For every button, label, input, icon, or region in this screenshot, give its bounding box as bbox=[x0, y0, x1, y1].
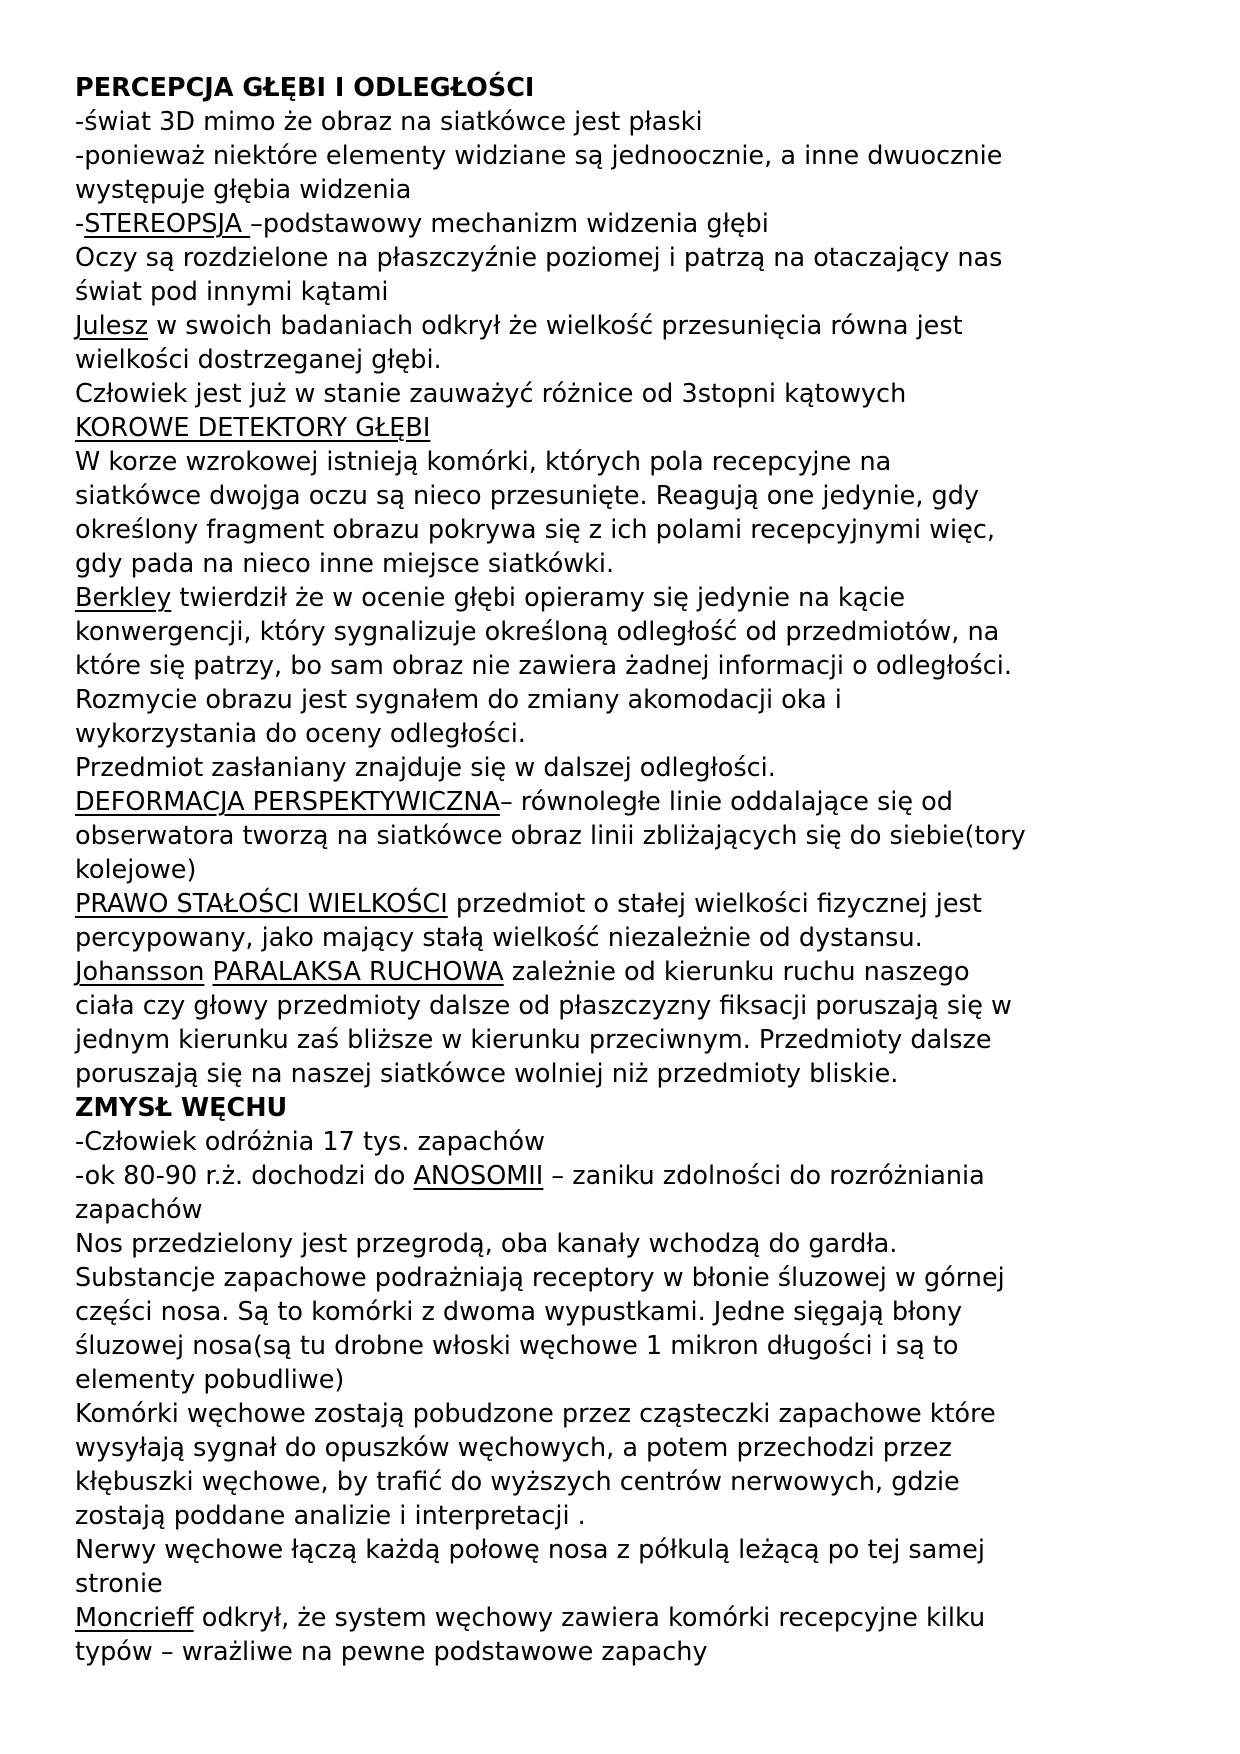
text-line: gdy pada na nieco inne miejsce siatkówki. bbox=[75, 549, 615, 579]
text-line bbox=[75, 1159, 1175, 1193]
text-line: określony fragment obrazu pokrywa się z ich polami recepcyjnymi więc, bbox=[75, 515, 995, 545]
text-line: poruszają się na naszej siatkówce wolniej niż przedmioty bliskie. bbox=[75, 1059, 899, 1089]
text-line: Przedmiot zasłaniany znajduje się w dalszej odległości. bbox=[75, 753, 776, 783]
text-span: twierdził że w ocenie głębi opieramy się jedynie na kącie bbox=[171, 583, 906, 613]
text-span: odkrył, że system węchowy zawiera komórki recepcyjne kilku bbox=[193, 1603, 986, 1633]
text-line bbox=[75, 785, 1175, 819]
text-line: Substancje zapachowe podrażniają receptory w błonie śluzowej w górnej bbox=[75, 1263, 1005, 1293]
text-line: stronie bbox=[75, 1569, 163, 1599]
text-line: Rozmycie obrazu jest sygnałem do zmiany akomodacji oka i bbox=[75, 685, 842, 715]
name-berkley: Berkley bbox=[75, 583, 172, 613]
text-line: percypowany, jako mający stałą wielkość niezależnie od dystansu. bbox=[75, 923, 923, 953]
text-line: wielkości dostrzeganej głębi. bbox=[75, 345, 442, 375]
text-line: Nos przedzielony jest przegrodą, oba kanały wchodzą do gardła. bbox=[75, 1229, 898, 1259]
text-line: obserwatora tworzą na siatkówce obraz linii zbliżających się do siebie(tory bbox=[75, 821, 1026, 851]
text-line: zapachów bbox=[75, 1195, 203, 1225]
text-line: występuje głębia widzenia bbox=[75, 175, 412, 205]
text-span: zależnie od kierunku ruchu naszego bbox=[503, 957, 970, 987]
text-line: wykorzystania do oceny odległości. bbox=[75, 719, 526, 749]
text-line: Komórki węchowe zostają pobudzone przez cząsteczki zapachowe które bbox=[75, 1399, 996, 1429]
text-line: -świat 3D mimo że obraz na siatkówce jest płaski bbox=[75, 107, 703, 137]
term-stereopsja: STEREOPSJA bbox=[84, 209, 251, 239]
term-anosomii: ANOSOMII bbox=[413, 1161, 544, 1191]
text-line: które się patrzy, bo sam obraz nie zawiera żadnej informacji o odległości. bbox=[75, 651, 1012, 681]
text-span: w swoich badaniach odkrył że wielkość przesunięcia równa jest bbox=[148, 311, 963, 341]
text-line: Oczy są rozdzielone na płaszczyźnie poziomej i patrzą na otaczający nas bbox=[75, 243, 1003, 273]
text-line bbox=[75, 411, 1175, 445]
text-line: kłębuszki węchowe, by trafić do wyższych centrów nerwowych, gdzie bbox=[75, 1467, 960, 1497]
text-line bbox=[75, 309, 1175, 343]
text-line: -ponieważ niektóre elementy widziane są jednoocznie, a inne dwuocznie bbox=[75, 141, 1003, 171]
name-johansson: Johansson bbox=[75, 957, 205, 987]
text-span: - bbox=[75, 209, 85, 239]
text-span: -ok 80-90 r.ż. dochodzi do bbox=[75, 1161, 414, 1191]
text-line: kolejowe) bbox=[75, 855, 197, 885]
name-julesz: Julesz bbox=[75, 311, 149, 341]
term-korowe-detektory: KOROWE DETEKTORY GŁĘBI bbox=[75, 413, 431, 443]
text-line bbox=[75, 207, 1175, 241]
term-prawo-stalosci: PRAWO STAŁOŚCI WIELKOŚCI bbox=[75, 889, 448, 919]
document-body bbox=[75, 71, 1175, 1669]
section-heading-depth-perception: PERCEPCJA GŁĘBI I ODLEGŁOŚCI bbox=[75, 73, 535, 103]
text-line: Człowiek jest już w stanie zauważyć różnice od 3stopni kątowych bbox=[75, 379, 907, 409]
text-span bbox=[204, 957, 212, 987]
text-line: ciała czy głowy przedmioty dalsze od płaszczyzny fiksacji poruszają się w bbox=[75, 991, 1012, 1021]
text-line bbox=[75, 887, 1175, 921]
text-line: W korze wzrokowej istnieją komórki, których pola recepcyjne na bbox=[75, 447, 892, 477]
term-paralaksa: PARALAKSA RUCHOWA bbox=[212, 957, 504, 987]
section-heading-smell: ZMYSŁ WĘCHU bbox=[75, 1093, 288, 1123]
name-moncrieff: Moncrieff bbox=[75, 1603, 194, 1633]
text-line: Nerwy węchowe łączą każdą połowę nosa z półkulą leżącą po tej samej bbox=[75, 1535, 985, 1565]
text-line bbox=[75, 955, 1175, 989]
term-deformacja: DEFORMACJA PERSPEKTYWICZNA bbox=[75, 787, 500, 817]
text-line: wysyłają sygnał do opuszków węchowych, a potem przechodzi przez bbox=[75, 1433, 952, 1463]
text-line: śluzowej nosa(są tu drobne włoski węchowe 1 mikron długości i są to bbox=[75, 1331, 959, 1361]
text-span: – równoległe linie oddalające się od bbox=[499, 787, 953, 817]
text-line: typów – wrażliwe na pewne podstawowe zapachy bbox=[75, 1637, 708, 1667]
text-span: – zaniku zdolności do rozróżniania bbox=[543, 1161, 985, 1191]
text-line: jednym kierunku zaś bliższe w kierunku przeciwnym. Przedmioty dalsze bbox=[75, 1025, 992, 1055]
text-line bbox=[75, 1601, 1175, 1635]
text-line: zostają poddane analizie i interpretacji . bbox=[75, 1501, 586, 1531]
text-span: przedmiot o stałej wielkości fizycznej jest bbox=[447, 889, 982, 919]
text-line: siatkówce dwojga oczu są nieco przesunięte. Reagują one jedynie, gdy bbox=[75, 481, 980, 511]
text-line bbox=[75, 581, 1175, 615]
text-line: elementy pobudliwe) bbox=[75, 1365, 345, 1395]
text-line: świat pod innymi kątami bbox=[75, 277, 389, 307]
text-line: konwergencji, który sygnalizuje określoną odległość od przedmiotów, na bbox=[75, 617, 1000, 647]
text-line: -Człowiek odróżnia 17 tys. zapachów bbox=[75, 1127, 546, 1157]
text-line: części nosa. Są to komórki z dwoma wypustkami. Jedne sięgają błony bbox=[75, 1297, 963, 1327]
text-span: –podstawowy mechanizm widzenia głębi bbox=[250, 209, 769, 239]
